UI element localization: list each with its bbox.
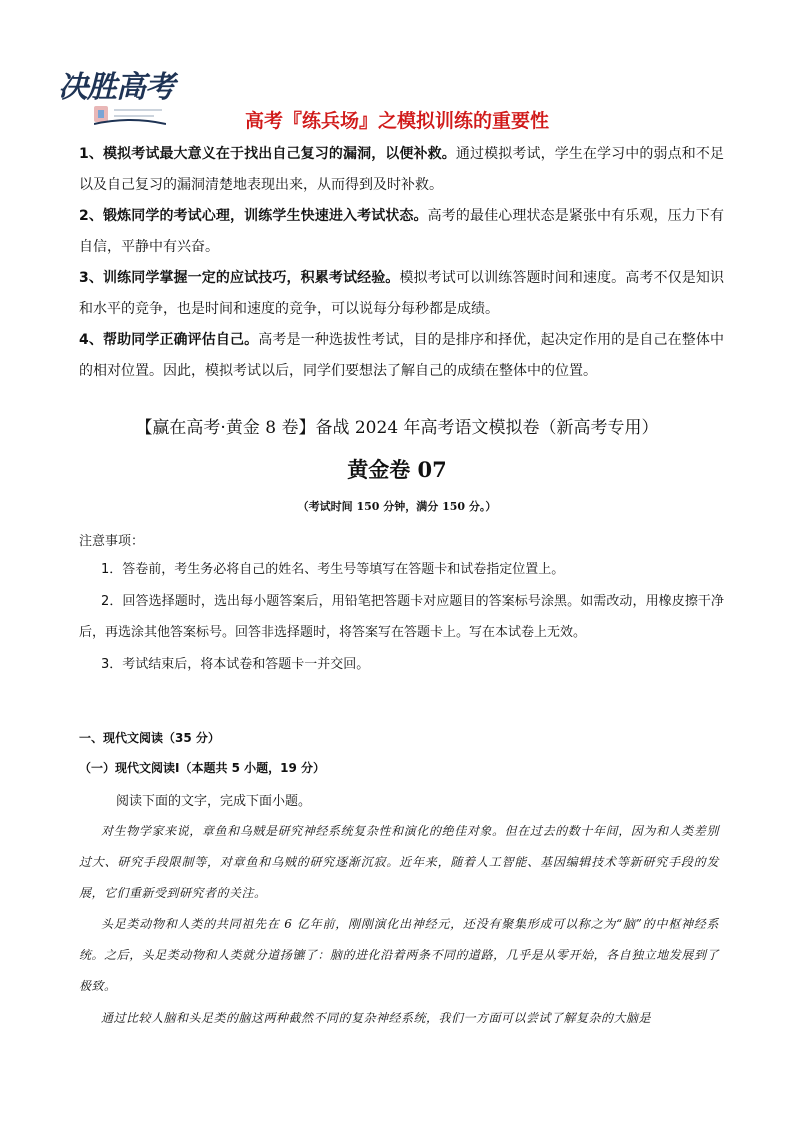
passage-paragraph-3: 通过比较人脑和头足类的脑这两种截然不同的复杂神经系统，我们一方面可以尝试了解复杂的大脑是 [101, 1011, 652, 1025]
point-1-text: 通过模拟考试，学生在学习中的弱点和不足以及自己复习的漏洞清楚地表现出来，从而得到及时补救。 [79, 146, 724, 193]
passage-paragraph-2: 头足类动物和人类的共同祖先在 6 亿年前，刚刚演化出神经元，还没有聚集形成可以称之为“脑”的中枢神经系统。之后，头足类动物和人类就分道扬镳了：脑的进化沿着两条不同的道路，几乎是从零开始，各自独立地发展到了极致。 [79, 917, 719, 993]
exam-title: 【赢在高考·黄金 8 卷】备战 2024 年高考语文模拟卷（新高考专用） [135, 418, 659, 438]
passage-paragraph-1: 对生物学家来说，章鱼和乌贼是研究神经系统复杂性和演化的绝佳对象。但在过去的数十年间，因为和人类差别过大、研究手段限制等，对章鱼和乌贼的研究逐渐沉寂。近年来，随着人工智能、基因编辑技术等新研究手段的发展，它们重新受到研究者的关注。 [79, 824, 719, 900]
point-4-bold: 4、帮助同学正确评估自己。 [79, 332, 259, 348]
point-1 [79, 139, 724, 201]
section-heading: 一、现代文阅读（35 分） [79, 731, 220, 745]
notice-heading: 注意事项： [79, 534, 145, 549]
notice-item-1: 1．答卷前，考生务必将自己的姓名、考生号等填写在答题卡和试卷指定位置上。 [101, 562, 565, 577]
sub-section-heading: （一）现代文阅读Ⅰ（本题共 5 小题，19 分） [79, 761, 326, 775]
point-2-bold: 2、锻炼同学的考试心理，训练学生快速进入考试状态。 [79, 208, 428, 224]
point-3-text: 模拟考试可以训练答题时间和速度。高考不仅是知识和水平的竞争，也是时间和速度的竞争，可以说每分每秒都是成绩。 [79, 270, 725, 317]
point-2 [79, 201, 724, 263]
point-3-bold: 3、训练同学掌握一定的应试技巧，积累考试经验。 [79, 270, 400, 286]
point-2-text: 高考的最佳心理状态是紧张中有乐观，压力下有自信，平静中有兴奋。 [79, 208, 724, 255]
notice-item-2: 2．回答选择题时，选出每小题答案后，用铅笔把答题卡对应题目的答案标号涂黑。如需改动，用橡皮擦干净后，再选涂其他答案标号。回答非选择题时，将答案写在答题卡上。写在本试卷上无效。 [79, 594, 724, 640]
reading-instruction: 阅读下面的文字，完成下面小题。 [116, 794, 312, 809]
point-4 [79, 325, 724, 387]
point-1-bold: 1、模拟考试最大意义在于找出自己复习的漏洞，以便补救。 [79, 146, 456, 162]
point-4-text: 高考是一种选拔性考试，目的是排序和择优，起决定作用的是自己在整体中的相对位置。因此，模拟考试以后，同学们要想法了解自己的成绩在整体中的位置。 [79, 332, 724, 379]
point-3 [79, 263, 724, 325]
exam-volume: 黄金卷 07 [347, 457, 447, 482]
banner-title: 高考『练兵场』之模拟训练的重要性 [244, 110, 549, 132]
notice-item-3: 3．考试结束后，将本试卷和答题卡一并交回。 [101, 657, 370, 672]
logo-text: 决胜高考 [58, 70, 174, 105]
exam-time-note: （考试时间 150 分钟，满分 150 分。） [297, 500, 497, 513]
